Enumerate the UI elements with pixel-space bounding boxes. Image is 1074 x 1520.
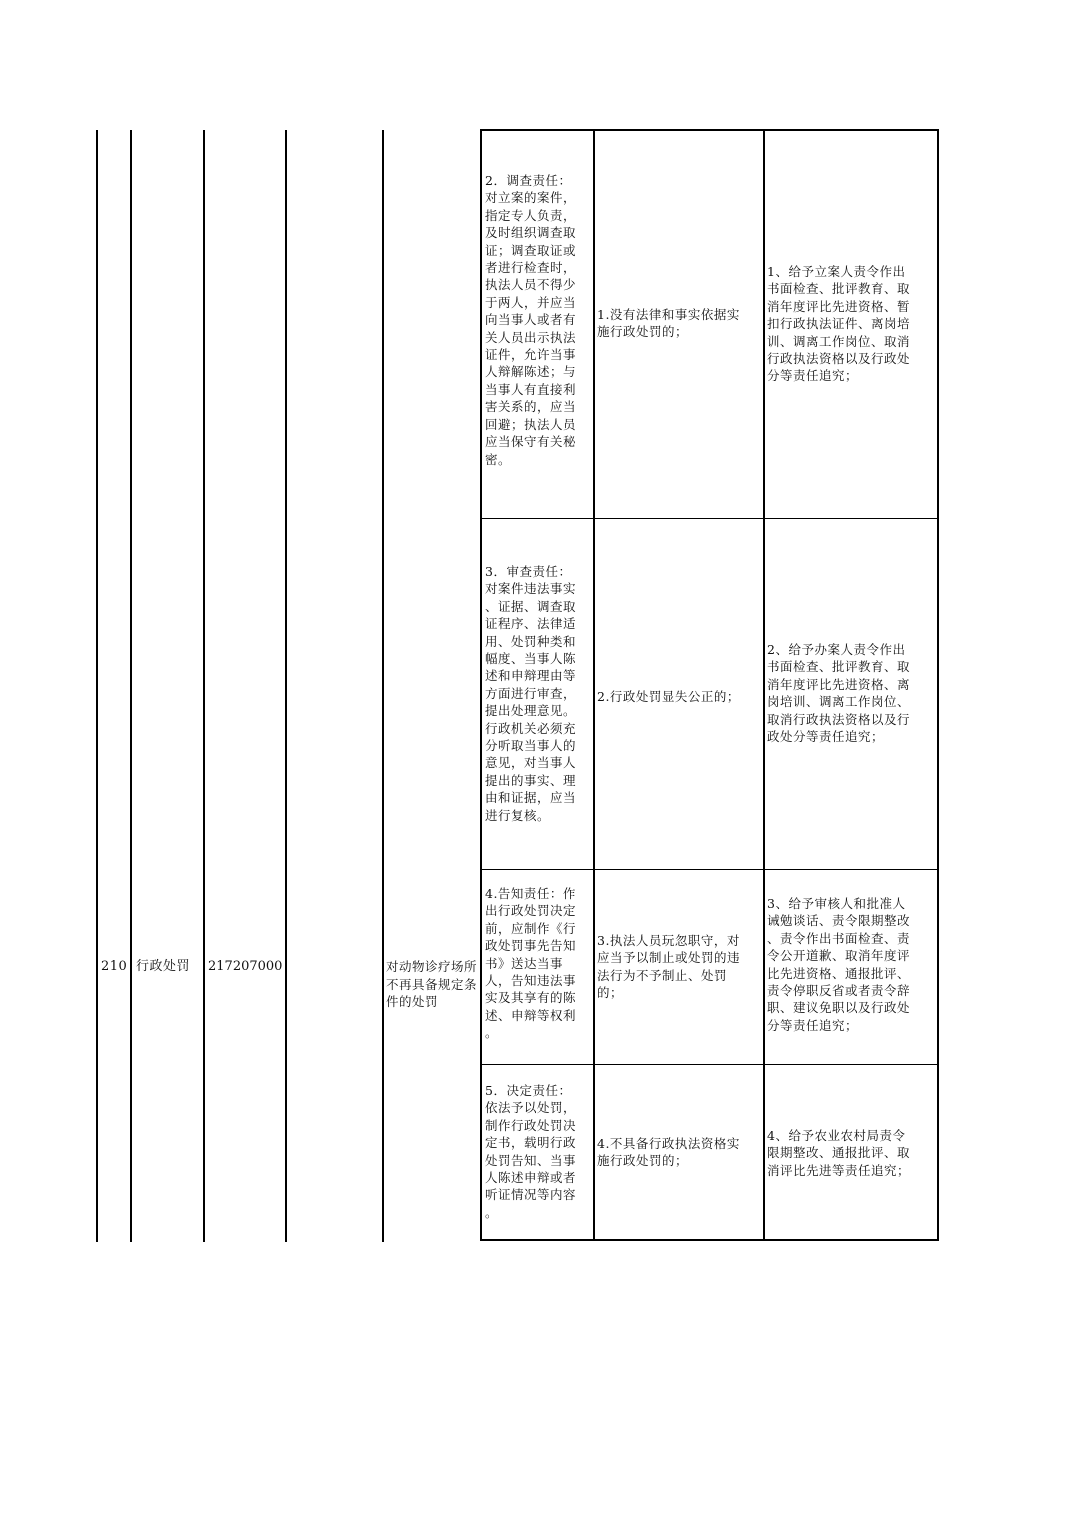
row-number: 210 xyxy=(101,959,128,974)
accountability-cell: 1、给予立案人责令作出 书面检查、批评教育、取 消年度评比先进资格、暂 扣行政执法证件、离岗培 训、调离工作岗位、取消 行政执法资格以及行政处 分等责任追究； xyxy=(767,264,911,384)
row-name xyxy=(386,941,480,1011)
duty-cell: 5．决定责任： 依法予以处罚， 制作行政处罚决 定书，载明行政 处罚告知、当事 人陈述申辩或者 听证情况等内容 。 xyxy=(485,1083,577,1220)
row-name-text: 对动物诊疗场所不再具备规定条件的处罚 xyxy=(386,959,478,1010)
table-rule-b xyxy=(763,129,765,1241)
situation-cell: 2.行政处罚显失公正的； xyxy=(597,689,740,704)
row-divider-1 xyxy=(480,518,939,519)
column-rule-4 xyxy=(285,130,287,1242)
accountability-cell: 2、给予办案人责令作出 书面检查、批评教育、取 消年度评比先进资格、离 岗培训、调离工作岗位、 取消行政执法资格以及行 政处分等责任追究； xyxy=(767,642,911,745)
row-code: 217207000 xyxy=(208,959,283,974)
row-divider-3 xyxy=(480,1064,939,1065)
table-rule-a xyxy=(593,129,595,1241)
duty-cell: 3．审查责任： 对案件违法事实 、证据、调查取 证程序、法律适 用、处罚种类和 幅度、当事人陈 述和申辩理由等 方面进行审查， 提出处理意见。 行政机关必须充 分听取当事人的 意见，对当事人 提出的事实、理 由和证据，应当 进行复核。 xyxy=(485,564,577,823)
duty-cell: 2．调查责任： 对立案的案件， 指定专人负责， 及时组织调查取 证；调查取证或 者进行检查时， 执法人员不得少 于两人，并应当 向当事人或者有 关人员出示执法 证件，允许当事 人辩解陈述；与 当事人有直接利 害关系的，应当 回避；执法人员 应当保守有关秘 密。 xyxy=(485,173,577,467)
accountability-cell: 3、给予审核人和批准人 诫勉谈话、责令限期整改 、责令作出书面检查、责 令公开道歉、取消年度评 比先进资格、通报批评、 责令停职反省或者责令辞 职、建议免职以及行政处 分等责任追究； xyxy=(767,896,911,1033)
column-rule-5 xyxy=(382,130,384,1242)
duty-cell: 4.告知责任：作 出行政处罚决定 前，应制作《行 政处罚事先告知 书》送达当事 人，告知违法事 实及其享有的陈 述、申辩等权利 。 xyxy=(485,886,577,1041)
row-category: 行政处罚 xyxy=(136,959,191,974)
situation-cell: 1.没有法律和事实依据实 施行政处罚的； xyxy=(597,307,740,340)
situation-cell: 4.不具备行政执法资格实 施行政处罚的； xyxy=(597,1136,740,1169)
column-rule-3 xyxy=(203,130,205,1242)
column-rule-1 xyxy=(96,130,98,1242)
accountability-cell: 4、给予农业农村局责令 限期整改、通报批评、取 消评比先进等责任追究； xyxy=(767,1128,911,1178)
row-divider-2 xyxy=(480,869,939,870)
column-rule-2 xyxy=(130,130,132,1242)
situation-cell: 3.执法人员玩忽职守，对 应当予以制止或处罚的违 法行为不予制止、处罚 的； xyxy=(597,933,741,1001)
